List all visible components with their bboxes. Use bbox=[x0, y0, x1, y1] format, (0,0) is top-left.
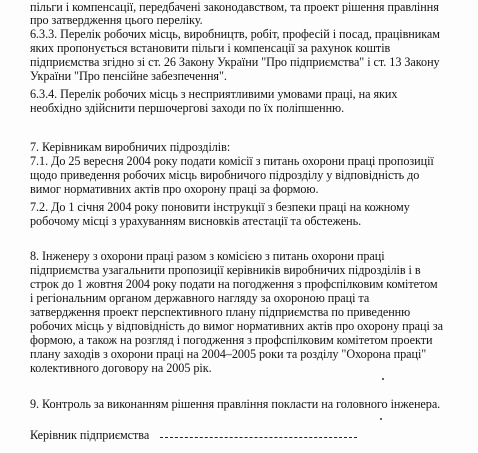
text-line: 6.3.3. Перелік робочих місць, виробництв, робіт, професій і посад, працівникам bbox=[30, 27, 440, 41]
text-line: пільги і компенсації, передбачені законодавством, та проект рішення правління bbox=[30, 0, 439, 14]
section-heading: 7. Керівникам виробничих підрозділів: bbox=[30, 140, 231, 154]
text-line: вимог нормативних актів про охорону праці за формою. bbox=[30, 182, 319, 196]
text-line: 7.2. До 1 січня 2004 року поновити інструкції з безпеки праці на кожному bbox=[30, 200, 410, 214]
text-line: і регіональним органом державного нагляду за охороною праці та bbox=[30, 291, 370, 305]
text-line: робочому місці з урахуванням висновків атестації та обстежень. bbox=[30, 214, 362, 228]
signature-line bbox=[160, 437, 357, 438]
text-line: підприємства згідно зі ст. 26 Закону України "Про підприємства" і ст. 13 Закону bbox=[30, 55, 440, 69]
text-line: необхідно здійснити першочергові заходи по їх поліпшенню. bbox=[30, 101, 345, 115]
text-line: 7.1. До 25 вересня 2004 року подати комісії з питань охорони праці пропозиції bbox=[30, 154, 434, 168]
text-line: яких пропонується встановити пільги і компенсації за рахунок коштів bbox=[30, 41, 391, 55]
text-line: 8. Інженеру з охорони праці разом з комісією з питань охорони праці bbox=[30, 249, 385, 263]
scan-speck bbox=[382, 378, 384, 380]
text-line: щодо приведення робочих місць виробничого підрозділу у відповідність до bbox=[30, 168, 420, 182]
text-line: робочих місць у відповідність до вимог нормативних актів про охорону праці за bbox=[30, 319, 443, 333]
text-line: затвердження проект перспективного плану підприємства по приведенню bbox=[30, 305, 411, 319]
text-line: строк до 1 жовтня 2004 року подати на погодження з профспілковим комітетом bbox=[30, 277, 438, 291]
text-line: України "Про пенсійне забезпечення". bbox=[30, 69, 227, 83]
text-line: про затвердження цього переліку. bbox=[30, 13, 203, 27]
text-line: 9. Контроль за виконанням рішення правління покласти на головного інженера. bbox=[30, 397, 441, 411]
signature-label: Керівник підприємства bbox=[30, 428, 150, 442]
text-line: 6.3.4. Перелік робочих місць з несприятливими умовами праці, на яких bbox=[30, 87, 398, 101]
text-line: підприємства узагальнити пропозиції керівників виробничих підрозділів і в bbox=[30, 263, 421, 277]
text-line: формою, а також на розгляд і погодження з профспілковим комітетом проекти bbox=[30, 333, 433, 347]
text-line: плану заходів з охорони праці на 2004–2005 роки та розділу "Охорона праці" bbox=[30, 347, 427, 361]
scan-speck bbox=[380, 418, 382, 420]
text-line: колективного договору на 2005 рік. bbox=[30, 361, 212, 375]
